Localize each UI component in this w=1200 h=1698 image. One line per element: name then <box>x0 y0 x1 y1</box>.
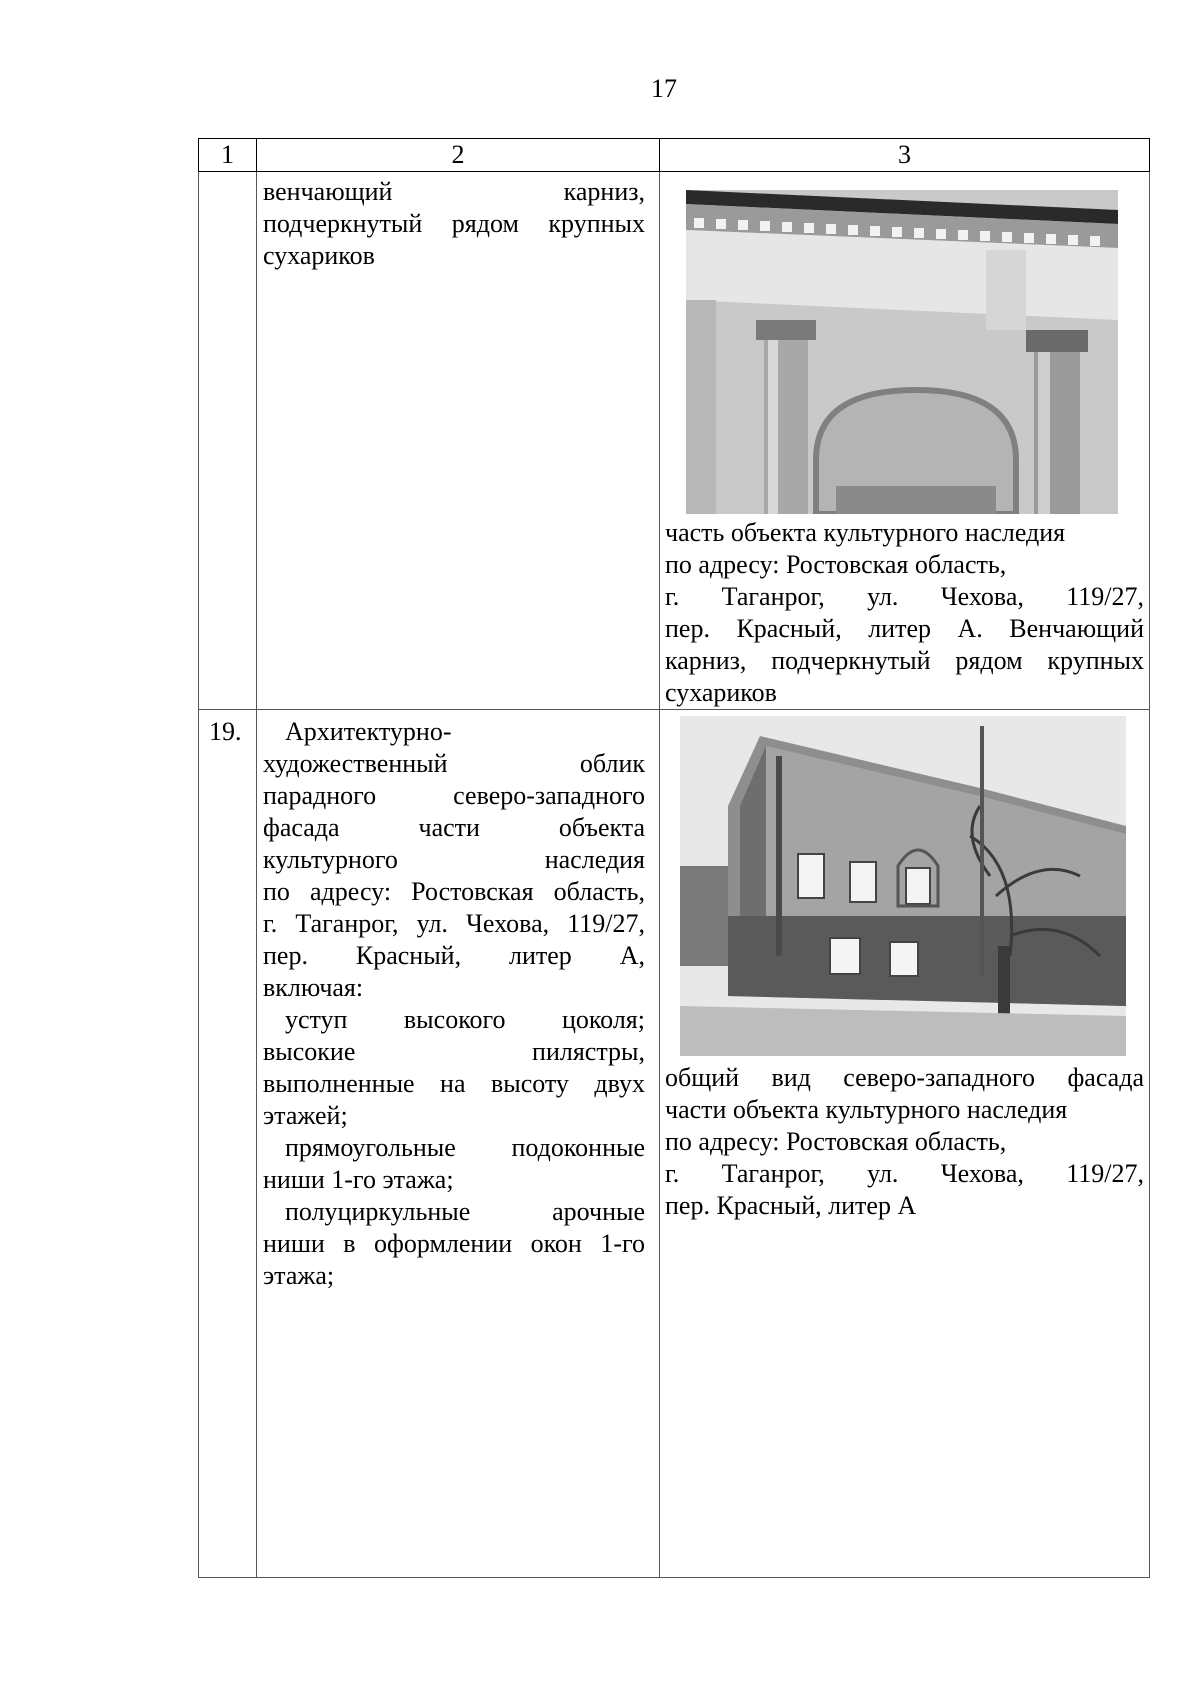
caption-line: пер. Красный, литер А. Венчающий <box>665 614 1144 643</box>
text-line: Архитектурно- <box>285 717 452 746</box>
text-line: пер. Красный, литер А, <box>263 941 645 970</box>
text-line: прямоугольные подоконные <box>285 1133 645 1162</box>
row-number-cell <box>199 710 257 1578</box>
caption-line: карниз, подчеркнутый рядом крупных <box>665 646 1144 675</box>
text-line: этажа; <box>263 1261 335 1290</box>
caption-line: часть объекта культурного наследия <box>665 518 1066 547</box>
text-line: высокие пилястры, <box>263 1037 645 1066</box>
page-number: 17 <box>651 74 677 103</box>
text-line: включая: <box>263 973 364 1002</box>
caption-line: по адресу: Ростовская область, <box>665 550 1007 579</box>
description-cell <box>257 172 660 710</box>
text-line: полуциркульные арочные <box>285 1197 645 1226</box>
row-number: 19. <box>209 717 242 746</box>
text-line: ниши 1-го этажа; <box>263 1165 454 1194</box>
table-row <box>199 710 1150 1578</box>
caption-line: г. Таганрог, ул. Чехова, 119/27, <box>665 582 1144 611</box>
caption-line: г. Таганрог, ул. Чехова, 119/27, <box>665 1159 1144 1188</box>
column-header-3: 3 <box>660 139 1150 172</box>
heritage-table <box>198 138 1150 1578</box>
text-line: этажей; <box>263 1101 348 1130</box>
text-line: выполненные на высоту двух <box>263 1069 645 1098</box>
text-line: фасада части объекта <box>263 813 645 842</box>
description-cell <box>257 710 660 1578</box>
text-line: культурного наследия <box>263 845 645 874</box>
photo-cell <box>660 710 1150 1578</box>
table-header-row <box>199 139 1150 172</box>
text-line: г. Таганрог, ул. Чехова, 119/27, <box>263 909 645 938</box>
caption-line: по адресу: Ростовская область, <box>665 1127 1007 1156</box>
photo-cell <box>660 172 1150 710</box>
text-line: венчающий карниз, <box>263 177 645 206</box>
caption-line: пер. Красный, литер А <box>665 1191 917 1220</box>
caption-line: сухариков <box>665 678 777 707</box>
text-line: по адресу: Ростовская область, <box>263 877 645 906</box>
text-line: парадного северо-западного <box>263 781 645 810</box>
text-line: подчеркнутый рядом крупных <box>263 209 645 238</box>
caption-line: части объекта культурного наследия <box>665 1095 1068 1124</box>
row-number-cell <box>199 172 257 710</box>
cornice-photo <box>686 190 1118 514</box>
text-line: художественный облик <box>263 749 645 778</box>
caption-line: общий вид северо-западного фасада <box>665 1063 1144 1092</box>
column-header-2: 2 <box>257 139 660 172</box>
text-line: ниши в оформлении окон 1-го <box>263 1229 645 1258</box>
table-row <box>199 172 1150 710</box>
text-line: сухариков <box>263 241 375 270</box>
facade-photo <box>680 716 1126 1056</box>
column-header-1: 1 <box>199 139 257 172</box>
text-line: уступ высокого цоколя; <box>285 1005 645 1034</box>
